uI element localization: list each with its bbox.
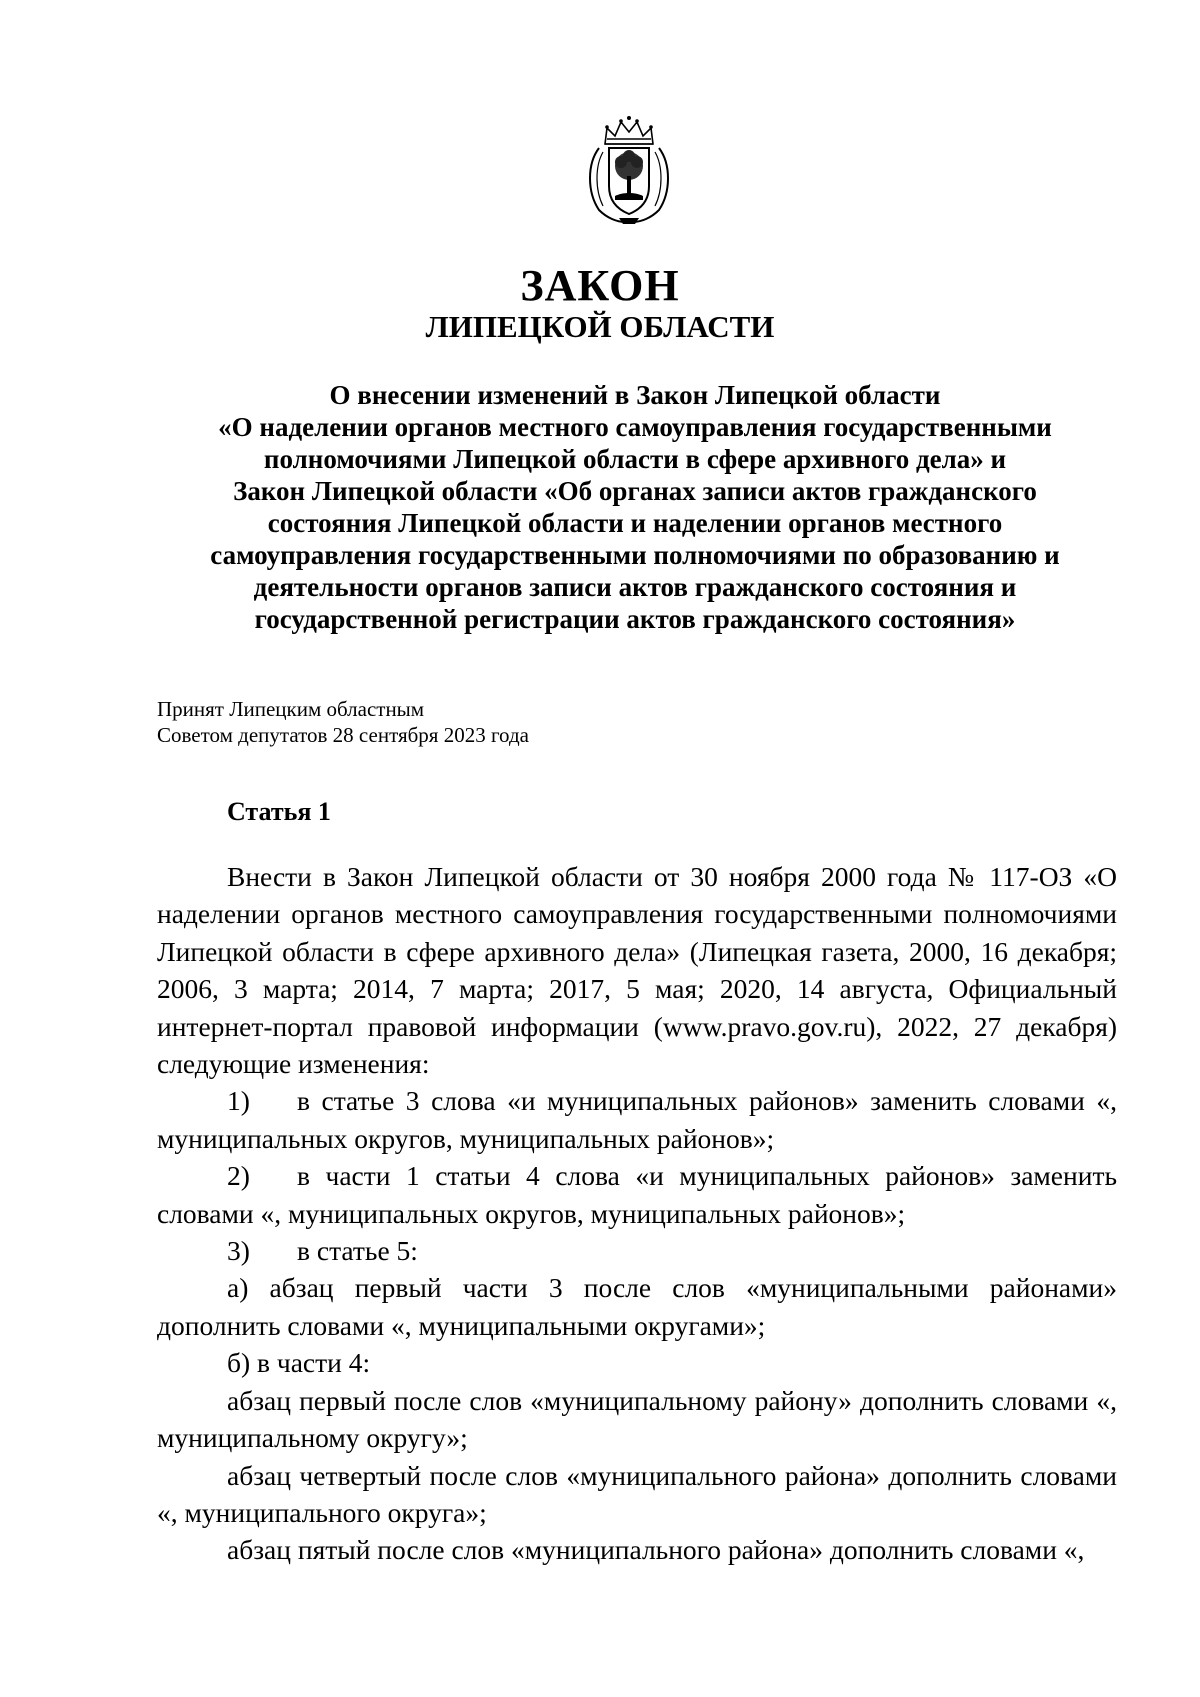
document-title: ЗАКОН <box>520 261 680 310</box>
article-title: Статья 1 <box>227 797 331 826</box>
law-heading <box>150 379 1120 635</box>
heading-line: государственной регистрации актов гражданского состояния» <box>254 604 1016 634</box>
heading-line: состояния Липецкой области и наделении органов местного <box>267 508 1003 538</box>
list-item <box>157 1082 1117 1157</box>
heading-line: деятельности органов записи актов гражданского состояния и <box>253 572 1017 602</box>
heading-line: О внесении изменений в Закон Липецкой области <box>329 380 941 410</box>
list-item-number: 1) <box>227 1085 250 1117</box>
adoption-line: Советом депутатов 28 сентября 2023 года <box>157 723 529 747</box>
coat-of-arms-emblem <box>585 114 673 226</box>
list-item-number: 2) <box>227 1160 250 1192</box>
intro-paragraph: Внести в Закон Липецкой области от 30 ноября 2000 года № 117-ОЗ «О наделении органов местного самоуправления государственными полномочиями Липецкой области в сфере архивного дела» (Липецкая газета, 2000, 16 декабря; 2006, 3 марта; 2014, 7 марта; 2017, 5 мая; 2020, 14 августа, Официальный интернет-портал правовой информации (www.pravo.gov.ru), 2022, 27 декабря) следующие изменения: <box>157 861 1117 1080</box>
sub-paragraph: абзац пятый после слов «муниципального района» дополнить словами «, <box>227 1534 1085 1566</box>
list-item <box>157 1157 1117 1232</box>
heading-line: полномочиями Липецкой области в сфере архивного дела» и <box>263 444 1007 474</box>
list-item-text: в статье 5: <box>297 1235 418 1267</box>
article-body <box>157 858 1117 1569</box>
adoption-note <box>157 696 529 748</box>
document-subtitle: ЛИПЕЦКОЙ ОБЛАСТИ <box>425 309 775 344</box>
list-item-text: в части 1 статьи 4 слова «и муниципальных районов» заменить словами «, муниципальных округов, муниципальных районов»; <box>157 1160 1117 1229</box>
list-item-text: в статье 3 слова «и муниципальных районов» заменить словами «, муниципальных округов, муниципальных районов»; <box>157 1085 1117 1154</box>
sub-paragraph: абзац четвертый после слов «муниципального района» дополнить словами «, муниципального округа»; <box>157 1459 1117 1528</box>
list-item-number: 3) <box>227 1235 250 1267</box>
list-item <box>157 1232 1117 1269</box>
sub-paragraph: б) в части 4: <box>227 1347 371 1379</box>
heading-line: «О наделении органов местного самоуправления государственными <box>218 412 1052 442</box>
heading-line: Закон Липецкой области «Об органах записи актов гражданского <box>233 476 1037 506</box>
sub-paragraph: а) абзац первый части 3 после слов «муниципальными районами» дополнить словами «, муниципальными округами»; <box>157 1272 1117 1341</box>
adoption-line: Принят Липецким областным <box>157 697 425 721</box>
sub-paragraph: абзац первый после слов «муниципальному району» дополнить словами «, муниципальному округу»; <box>157 1384 1117 1454</box>
heading-line: самоуправления государственными полномочиями по образованию и <box>210 540 1060 570</box>
